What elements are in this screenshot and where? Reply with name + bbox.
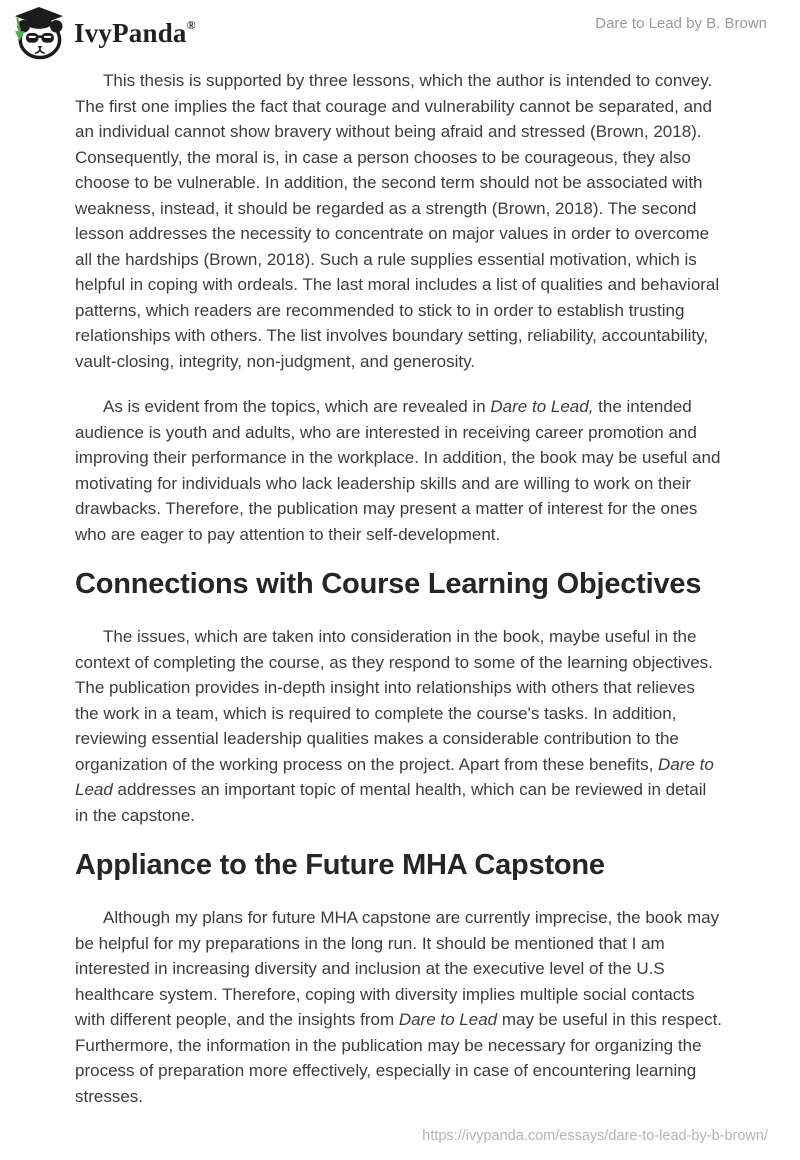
paragraph-text: Although my plans for future MHA capstone are currently imprecise, the book may be helpful for my preparations in the long run. It should be mentioned that I am interested in increasing diversity and inclusion at the executive level of the U.S healthcare system. Therefore, coping with diversity implies multiple social contacts with different people, and the insights from bbox=[75, 908, 720, 1029]
book-title-italic: Dare to Lead, bbox=[490, 397, 594, 416]
paragraph-text: may be useful in this respect. Furthermore, the information in the publication may be necessary for organizing the process of preparation more effectively, especially in case of encountering learning stresses. bbox=[75, 1010, 723, 1106]
section-heading: Appliance to the Future MHA Capstone bbox=[75, 849, 605, 881]
registered-trademark: ® bbox=[186, 17, 196, 32]
paragraph-text: As is evident from the topics, which are revealed in bbox=[103, 397, 491, 416]
page-header bbox=[0, 0, 800, 64]
paragraph bbox=[75, 624, 722, 828]
footer-source-url: https://ivypanda.com/essays/dare-to-lead-by-b-brown/ bbox=[422, 1128, 768, 1144]
section-heading: Connections with Course Learning Objectives bbox=[75, 568, 702, 600]
paragraph bbox=[75, 394, 722, 547]
graduate-panda-icon bbox=[13, 5, 63, 61]
paragraph bbox=[75, 905, 722, 1109]
document-title: Dare to Lead by B. Brown bbox=[595, 15, 767, 32]
book-title-italic: Dare to Lead bbox=[75, 754, 714, 799]
paragraph bbox=[75, 68, 722, 374]
brand-name: IvyPanda® bbox=[74, 17, 196, 48]
brand-logo bbox=[13, 5, 196, 61]
paragraph-text: the intended audience is youth and adults, who are interested in receiving career promotion and improving their performance in the workplace. In addition, the book may be useful and motivating for individuals who lack leadership skills and are willing to work on their drawbacks. Therefore, the publication may present a matter of interest for the ones who are eager to pay attention to their self-development. bbox=[75, 397, 721, 544]
paragraph-text: addresses an important topic of mental health, which can be reviewed in detail in the capstone. bbox=[75, 780, 707, 825]
book-title-italic: Dare to Lead bbox=[398, 1010, 498, 1029]
paragraph-text: The issues, which are taken into consideration in the book, maybe useful in the context of completing the course, as they respond to some of the learning objectives. The publication provides in-depth insight into relationships with others that relieves the work in a team, which is required to complete the course's tasks. In addition, reviewing essential leadership qualities makes a considerable contribution to the organization of the working process on the project. Apart from these benefits, bbox=[75, 627, 713, 774]
essay-body bbox=[75, 68, 722, 1129]
paragraph-text: This thesis is supported by three lessons, which the author is intended to convey. The first one implies the fact that courage and vulnerability cannot be separated, and an individual cannot show bravery without being afraid and stressed (Brown, 2018). Consequently, the moral is, in case a person chooses to be courageous, they also choose to be vulnerable. In addition, the second term should not be associated with weakness, instead, it should be regarded as a strength (Brown, 2018). The second lesson addresses the necessity to concentrate on major values in order to overcome all the hardships (Brown, 2018). Such a rule supplies essential motivation, which is helpful in coping with ordeals. The last moral includes a list of qualities and behavioral patterns, which readers are recommended to stick to in order to establish trusting relationships with others. The list involves boundary setting, reliability, accountability, vault-closing, integrity, non-judgment, and generosity. bbox=[75, 71, 720, 371]
